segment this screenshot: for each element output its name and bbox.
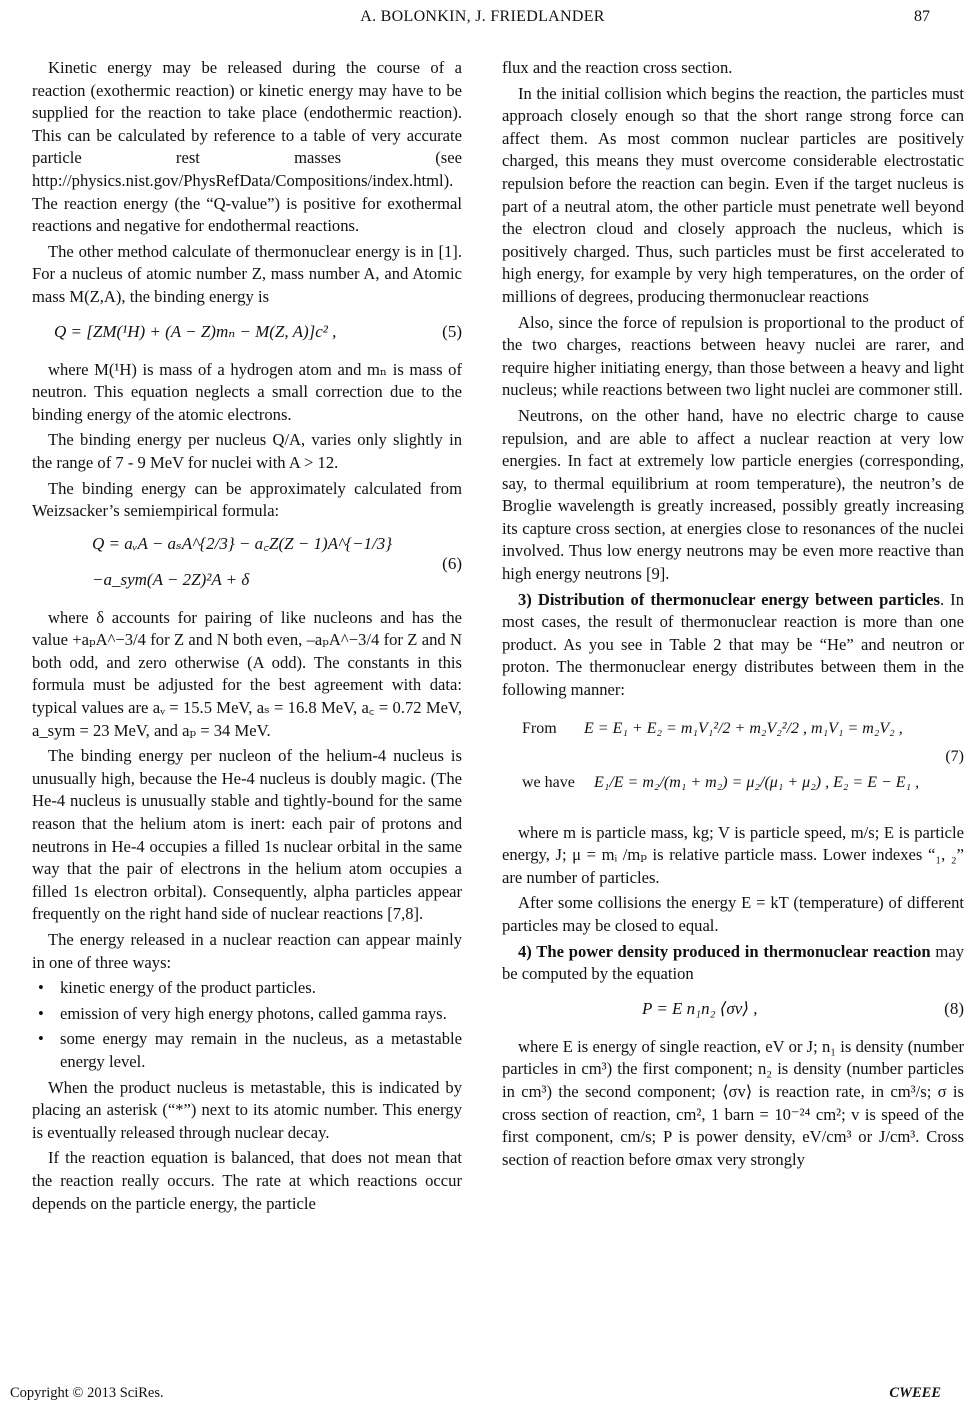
paragraph: If the reaction equation is balanced, that does not mean that the reaction really occurs. The rate at which reactions occur depends on the particle energy, the particle [32,1148,462,1213]
paragraph: The binding energy per nucleus Q/A, varies only slightly in the range of 7 - 9 MeV for nuclei with A > 12. [32,430,462,472]
page-header [0,8,965,30]
paragraph: Neutrons, on the other hand, have no electric charge to cause repulsion, and are able to affect a nuclear reaction at very low energies. In fact at extremely low particle energies (corresponding, say, to thermal equilibrium at room temperature), the neutron’s de Broglie wavelength is greatly increased, possibly greatly increasing its capture cross section, at energies close to resonances of the nuclei involved. Thus low energy neutrons may be even more reactive than high energy neutrons [9]. [502,405,964,584]
right-column [502,57,964,1174]
section-heading: 3) Distribution of thermonuclear energy between particles [518,589,940,609]
equation-number: (5) [442,321,462,341]
paragraph-text: may be computed by the equation [502,941,965,984]
bullet-icon: • [38,1029,44,1049]
paragraph: When the product nucleus is metastable, this is indicated by placing an asterisk (“*”) next to its atomic number. This energy is eventually released through nuclear decay. [32,1077,462,1142]
equation-line: Q = aᵥA − aₛA^{2/3} − a꜀Z(Z − 1)A^{−1/3} [92,533,393,553]
paragraph: where m is particle mass, kg; V is particle speed, m/s; E is particle energy, J; μ = mᵢ /mₚ is relative particle mass. Lower indexes “₁, ₂” are number of particles. [502,822,964,887]
equation-number: (6) [442,553,462,573]
page-number: 87 [914,8,930,25]
equation-label: From [522,719,557,737]
list-item [32,1028,462,1073]
paragraph: The other method calculate of thermonuclear energy is in [1]. For a nucleus of atomic number Z, mass number A, and Atomic mass M(Z,A), the binding energy is [32,241,462,306]
equation-body: P = E n₁n₂ ⟨σv⟩ , [642,998,758,1018]
section-heading: 4) The power density produced in thermonuclear reaction [518,941,931,961]
bullet-icon: • [38,1003,44,1023]
left-column [32,57,462,1218]
paragraph: The binding energy can be approximately calculated from Weizsacker’s semiempirical formula: [32,478,462,521]
equation-6 [32,527,462,601]
equation-label: we have [522,773,575,791]
paragraph: flux and the reaction cross section. [502,58,733,77]
paragraph-text: . In most cases, the result of thermonuclear reaction is more than one product. As you see in Table 2 that may be “He” and neutron or proton. The thermonuclear energy distributes between them in the following manner: [502,589,964,700]
equation-5 [32,313,462,353]
paragraph: The energy released in a nuclear reaction can appear mainly in one of three ways: [32,930,462,972]
equation-line: −a_sym(A − 2Z)²A + δ [92,569,250,589]
running-title: A. BOLONKIN, J. FRIEDLANDER [360,8,605,25]
equation-body: Q = [ZM(¹H) + (A − Z)mₙ − M(Z, A)]c² , [54,321,337,341]
paragraph: where E is energy of single reaction, eV or J; n₁ is density (number particles in cm³) the first component; n₂ is density (number particles in cm³) the second component; ⟨σv⟩ is reaction rate, in cm³/s; σ is cross section of reaction, cm², 1 barn = 10⁻²⁴ cm²; v is speed of the first component, cm/s; P is power density, eV/cm³ or J/cm³. Cross section of reaction before σmax very strongly [502,1036,964,1169]
equation-number: (8) [944,998,964,1018]
list-item [32,1003,462,1026]
paragraph: where M(¹H) is mass of a hydrogen atom and mₙ is mass of neutron. This equation neglects a small correction due to the binding energy of the atomic electrons. [32,359,462,424]
paragraph: The binding energy per nucleon of the helium-4 nucleus is unusually high, because the He-4 nucleus is doubly magic. (The He-4 nucleus is unusually stable and tightly-bound for the same reason that the helium atom is inert: each pair of protons and neutrons in He-4 occupies a filled 1s nuclear orbital in the same way that the pair of electrons in the helium atom occupies a filled 1s electron orbital). Consequently, alpha particles appear frequently on the right hand side of nuclear reactions [7,8]. [32,746,462,924]
equation-8 [502,990,964,1030]
paragraph [502,941,964,986]
list-item-text: some energy may remain in the nucleus, as a metastable energy level. [60,1029,462,1071]
paragraph: After some collisions the energy E = kT (temperature) of different particles may be closed to equal. [502,893,964,935]
paragraph: where δ accounts for pairing of like nucleons and has the value +aₚA^−3/4 for Z and N both even, –aₚA^−3/4 for Z and N both odd, and zero otherwise (A odd). The constants in this formula must be adjusted for the best agreement with data: typical values are aᵥ = 15.5 MeV, aₛ = 16.8 MeV, a꜀ = 0.72 MeV, a_sym = 23 MeV, and aₚ = 34 MeV. [32,607,462,740]
paragraph: Also, since the force of repulsion is proportional to the product of the two charges, reactions between heavy nuclei are rarer, and require higher initiating energy, than those between a heavy and light nucleus; while reactions between two light nuclei are commoner still. [502,312,964,400]
equation-line: E = E₁ + E₂ = m₁V₁²/2 + m₂V₂²/2 , m₁V₁ = m₂V₂ , [584,719,903,737]
journal-name: CWEEE [889,1385,941,1401]
equation-7 [502,706,964,816]
bullet-list [32,977,462,1073]
paragraph: Kinetic energy may be released during the course of a reaction (exothermic reaction) or kinetic energy may have to be supplied for the reaction to take place (endothermic reaction). This can be calculated by reference to a table of very accurate particle rest masses (see http://physics.nist.gov/PhysRefData/Compositions/index.html). The reaction energy (the “Q-value”) is positive for exothermal reactions and negative for endothermal reactions. [32,58,462,236]
list-item-text: emission of very high energy photons, called gamma rays. [60,1003,447,1023]
paragraph [502,589,964,702]
copyright: Copyright © 2013 SciRes. [10,1385,164,1401]
equation-line: E₁/E = m₂/(m₁ + m₂) = μ₂/(μ₁ + μ₂) , E₂ = E − E₁ , [594,773,920,791]
bullet-icon: • [38,978,44,998]
paragraph: In the initial collision which begins the reaction, the particles must approach closely enough so that the short range strong force can affect them. As most common nuclear particles are positively charged, this means they must overcome considerable electrostatic repulsion before the reaction can begin. Even if the target nucleus is part of a neutral atom, the other particle must penetrate well beyond the electron cloud and closely approach the nucleus, which is positively charged. Thus, such particles must be first accelerated to high energy, for example by very high temperatures, on the order of millions of degrees, producing thermonuclear reactions [502,83,964,306]
list-item [32,977,462,1000]
list-item-text: kinetic energy of the product particles. [60,978,316,998]
equation-number: (7) [945,747,964,765]
